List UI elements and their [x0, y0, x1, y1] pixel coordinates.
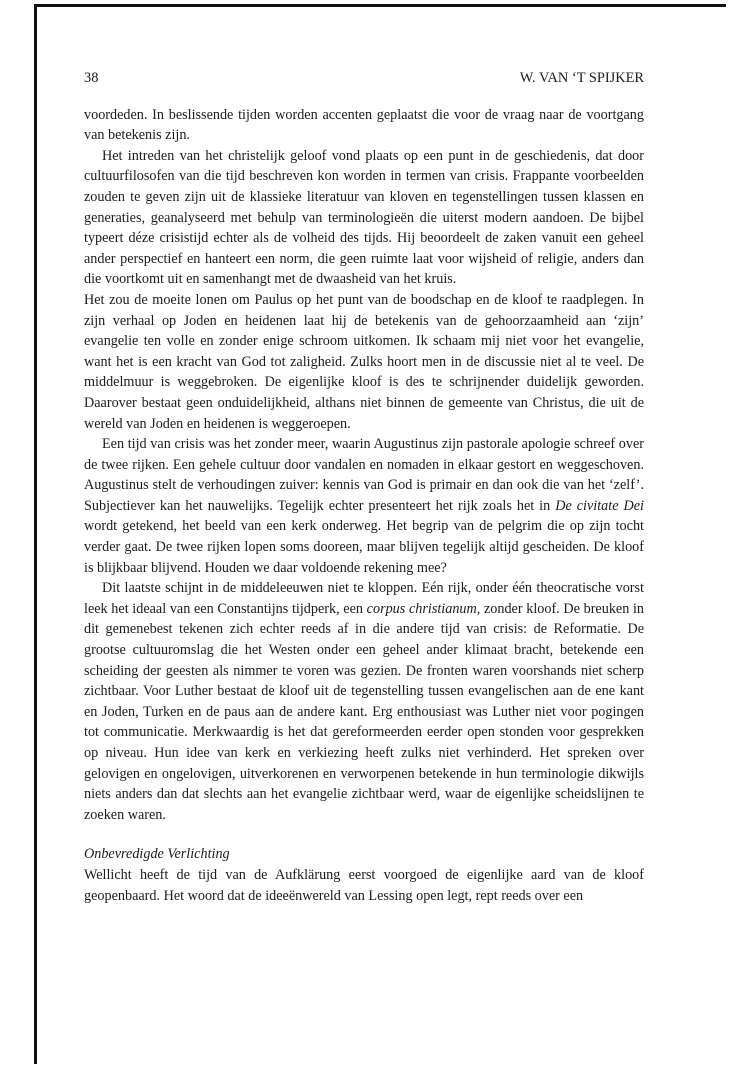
text-segment: wordt getekend, het beeld van een kerk onderweg. Het begrip van de pelgrim die op zijn tocht verder gaat. De twee rijken lopen soms dooreen, maar blijven tegelijk altijd gescheiden. De kloof is blijkbaar blijvend. Houden we daar voldoende rekening mee? [84, 518, 644, 576]
closing-section [84, 865, 644, 906]
text-segment: Het zou de moeite lonen om Paulus op het punt van de boodschap en de kloof te raadplegen. In zijn verhaal op Joden en heidenen laat hij de betekenis van de gehoorzaamheid aan ‘zijn’ evangelie ten volle en zonder enige schroom uitkomen. Ik schaam mij niet voor het evangelie, want het is een kracht van God tot zaligheid. Zulks hoort men in de discussie niet al te veel. De middelmuur is weggebroken. De eigenlijke kloof is des te schrijnender duidelijk geworden. Daarover bestaat geen onduidelijkheid, althans niet binnen de gemeente van Christus, die uit de wereld van Joden en heidenen is weggeroepen. [84, 291, 644, 432]
text-segment: Het intreden van het christelijk geloof vond plaats op een punt in de geschiedenis, dat door cultuurfilosofen van die tijd beschreven kon worden in termen van crisis. Frappante voorbeelden zouden te geven zijn uit de klassieke literatuur van kloven en tegenstellingen tussen klassen en generaties, geanalyseerd met behulp van terminologieën die uiterst modern aandoen. De bijbel typeert déze crisistijd echter als de volheid des tijds. Hij beoordeelt de zaken vanuit een geheel ander perspectief en hanteert een norm, die geen ruimte laat voor wijsheid of religie, anders dan die voortkomt uit en samenhangt met de dwaasheid van het kruis. [84, 147, 644, 288]
paragraph [84, 290, 644, 434]
text-segment: Een tijd van crisis was het zonder meer, waarin Augustinus zijn pastorale apologie schreef over de twee rijken. Een gehele cultuur door vandalen en nomaden in elkaar gestort en weggeschoven. Augustinus stelt de verhoudingen zuiver: kennis van God is primair en dan ook die van het ‘zelf’. Subjectiever kan het nauwelijks. Tegelijk echter presenteert het rijk zoals het in [84, 436, 644, 514]
italic-title: corpus christianum [366, 600, 477, 617]
document-page [84, 68, 644, 906]
paragraph [84, 434, 644, 578]
paragraph-closing: Wellicht heeft de tijd van de Aufklärung eerst voorgoed de eigenlijke aard van de kloof geopenbaard. Het woord dat de ideeënwereld van Lessing open legt, rept reeds over een [84, 866, 644, 904]
paragraph [84, 146, 644, 290]
section-heading: Onbevredigde Verlichting [84, 846, 230, 863]
italic-title: De civitate Dei [555, 497, 645, 514]
scan-border-left [34, 4, 37, 1064]
scan-border-top [34, 4, 726, 7]
text-segment: , zonder kloof. De breuken in dit gemenebest tekenen zich echter reeds af in die andere tijd van crisis: de Reformatie. De grootse cultuuromslag die het Westen onder een geheel ander klimaat bracht, betekende een scheiding der geesten als nimmer te voren was gezien. De fronten waren voorshands niet scherp zichtbaar. Voor Luther bestaat de kloof uit de tegenstelling tussen evangelischen aan de ene kant en Joden, Turken en de paus aan de andere kant. Erg enthousiast was Luther niet voor pogingen tot communicatie. Merkwaardig is het dat gereformeerden eerder open stonden voor gesprekken op niveau. Hun idee van kerk en verkiezing heeft zulks niet verhinderd. Het spreken over gelovigen en ongelovigen, uitverkorenen en verworpenen betekende in hun terminologie dikwijls niets anders dan dat slechts aan het evangelie zichtbaar werd, waar de eigenlijke scheidslijnen te zoeken waren. [84, 600, 645, 823]
running-head [84, 68, 644, 89]
page-number: 38 [84, 70, 99, 86]
body-text [84, 105, 644, 826]
paragraph [84, 578, 644, 825]
text-segment: Dit laatste schijnt in de middeleeuwen niet te kloppen. Eén rijk, onder één theocratische vorst leek het ideaal van een Constantijns tijdperk, een [84, 580, 644, 617]
paragraph [84, 105, 644, 146]
running-head-author: W. VAN ‘T SPIJKER [519, 70, 644, 86]
text-segment: voordeden. In beslissende tijden worden accenten geplaatst die voor de vraag naar de voortgang van betekenis zijn. [84, 106, 644, 144]
